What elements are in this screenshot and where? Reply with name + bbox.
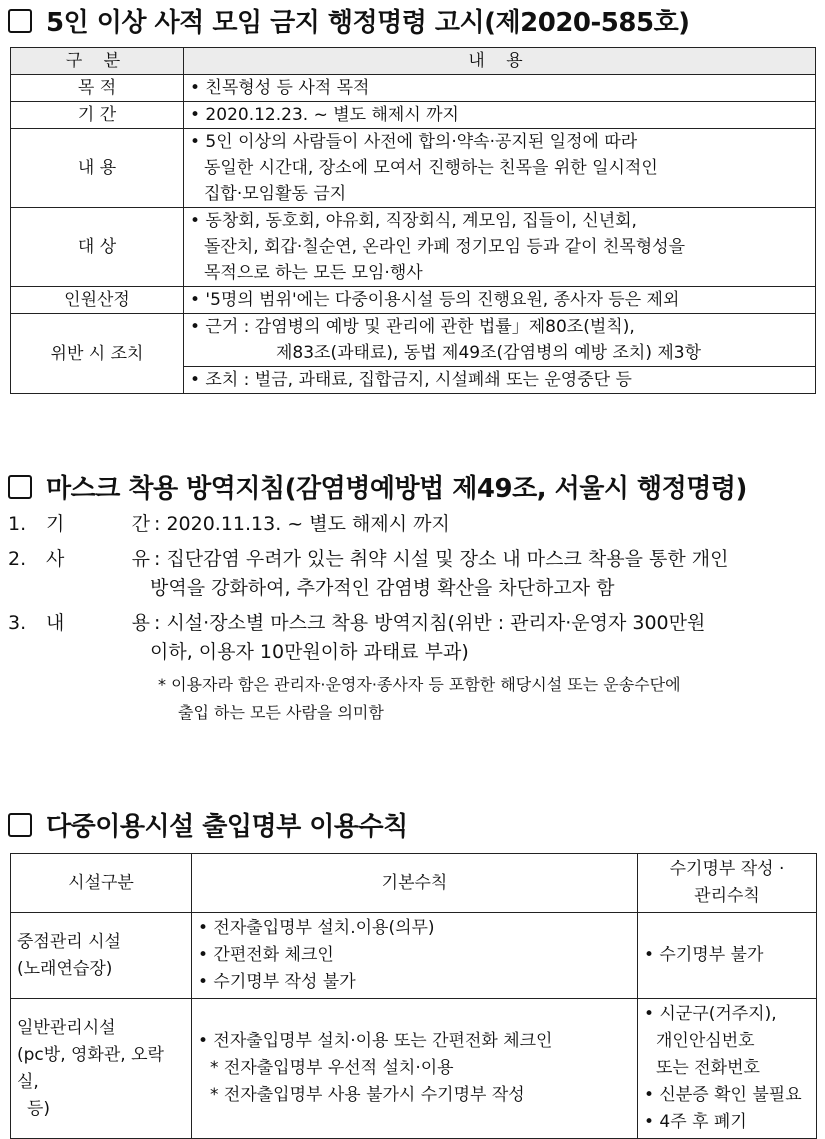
target-line: 목적으로 하는 모든 모임·행사 [204,263,423,283]
row-text [184,129,816,208]
basis-line: • 근거 : 감염병의 예방 및 관리에 관한 법률」제80조(벌칙), [190,317,635,337]
manual-rules-cell [638,999,817,1139]
content-line: • 5인 이상의 사람들이 사전에 합의·약속·공지된 일정에 따라 [190,132,638,152]
footnote-line: * 이용자라 함은 관리자·운영자·종사자 등 포함한 해당시설 또는 운송수단에 [158,675,681,694]
table-row [11,314,816,367]
table-row [11,208,816,287]
header-content: 내 용 [184,48,816,75]
row-label: 목 적 [11,75,184,102]
row-label: 위반 시 조치 [11,314,184,394]
header-line: 수기명부 작성 · [669,859,785,879]
row-text: • 2020.12.23. ~ 별도 해제시 까지 [184,102,816,129]
basic-rules-cell [192,913,638,999]
section2-heading [8,468,747,505]
basic-rules-cell [192,999,638,1139]
facility-line: 일반관리시설 [17,1017,116,1038]
content-line: 집합·모임활동 금지 [204,184,347,204]
entry-log-table [10,853,817,1139]
checkbox-icon [8,475,32,499]
table-row [11,913,817,999]
rules-table [10,47,816,394]
manual-line: 개인안심번호 [656,1031,755,1051]
row-text [184,314,816,367]
section1-title: 5인 이상 사적 모임 금지 행정명령 고시(제2020-585호) [46,8,690,38]
item-text: : 집단감염 우려가 있는 취약 시설 및 장소 내 마스크 착용을 통한 개인 [154,548,729,570]
row-label: 대 상 [11,208,184,287]
row-text: • 조치 : 벌금, 과태료, 집합금지, 시설폐쇄 또는 운영중단 등 [184,367,816,394]
content-line: 동일한 시간대, 장소에 모여서 진행하는 친목을 위한 일시적인 [204,158,658,178]
item-text-cont: 이하, 이용자 10만원이하 과태료 부과) [150,641,469,663]
checkbox-icon [8,9,32,33]
rule-line: • 전자출입명부 설치·이용 또는 간편전화 체크인 [198,1031,553,1051]
header-category: 구 분 [11,48,184,75]
table-row [11,102,816,129]
table-row [11,75,816,102]
mask-guideline-list [8,510,728,727]
footnote-line: 출입 하는 모든 사람을 의미함 [178,703,384,722]
footnote [8,671,728,727]
table-header-row [11,854,817,913]
facility-line: (pc방, 영화관, 오락실, [17,1044,164,1092]
manual-line: • 4주 후 폐기 [644,1112,747,1132]
section2-title: 마스크 착용 방역지침(감염병예방법 제49조, 서울시 행정명령) [46,474,747,504]
manual-line: • 시군구(거주지), [644,1004,777,1024]
list-item [8,545,728,603]
item-number: 3. [8,612,27,634]
table-row [11,999,817,1139]
rule-line: • 전자출입명부 설치.이용(의무) [198,918,435,938]
item-text: : 2020.11.13. ~ 별도 해제시 까지 [154,513,450,535]
table-row [11,287,816,314]
table-row [11,129,816,208]
item-label-a: 내 [46,612,65,634]
target-line: 돌잔치, 회갑·칠순연, 온라인 카페 정기모임 등과 같이 친목형성을 [204,237,686,257]
item-label-b: 용 [131,612,150,634]
row-text: • 친목형성 등 사적 목적 [184,75,816,102]
item-label-b: 유 [131,548,150,570]
facility-cell [11,999,192,1139]
item-number: 2. [8,548,27,570]
header-facility: 시설구분 [11,854,192,913]
item-text-cont: 방역을 강화하여, 추가적인 감염병 확산을 차단하고자 함 [150,577,615,599]
header-basic-rules: 기본수칙 [192,854,638,913]
item-label-a: 사 [46,548,65,570]
rule-line: • 간편전화 체크인 [198,945,334,965]
item-label-b: 간 [131,513,150,535]
manual-line: • 신분증 확인 불필요 [644,1085,802,1105]
checkbox-icon [8,813,32,837]
section3-title: 다중이용시설 출입명부 이용수칙 [46,812,408,842]
manual-line: 또는 전화번호 [656,1058,760,1078]
row-label: 기 간 [11,102,184,129]
table-header-row [11,48,816,75]
facility-line: 중점관리 시설 [17,931,121,952]
rule-line: * 전자출입명부 우선적 설치·이용 [210,1058,454,1078]
row-text: • '5명의 범위'에는 다중이용시설 등의 진행요원, 종사자 등은 제외 [184,287,816,314]
facility-cell [11,913,192,999]
item-text: : 시설·장소별 마스크 착용 방역지침(위반 : 관리자·운영자 300만원 [154,612,706,634]
basis-line: 제83조(과태료), 동법 제49조(감염병의 예방 조치) 제3항 [276,343,702,363]
row-label: 내 용 [11,129,184,208]
row-text [184,208,816,287]
rule-line: * 전자출입명부 사용 불가시 수기명부 작성 [210,1085,525,1105]
facility-line: 등) [27,1098,51,1119]
rule-line: • 수기명부 작성 불가 [198,972,356,992]
target-line: • 동창회, 동호회, 야유회, 직장회식, 계모임, 집들이, 신년회, [190,211,637,231]
item-number: 1. [8,513,27,535]
item-label-a: 기 [46,513,65,535]
facility-line: (노래연습장) [17,958,113,979]
list-item [8,609,728,667]
header-manual-rules [638,854,817,913]
header-line: 관리수칙 [694,886,760,906]
section1-heading [8,2,690,39]
manual-rules-cell: • 수기명부 불가 [638,913,817,999]
section3-heading [8,806,408,843]
list-item [8,510,728,539]
row-label: 인원산정 [11,287,184,314]
